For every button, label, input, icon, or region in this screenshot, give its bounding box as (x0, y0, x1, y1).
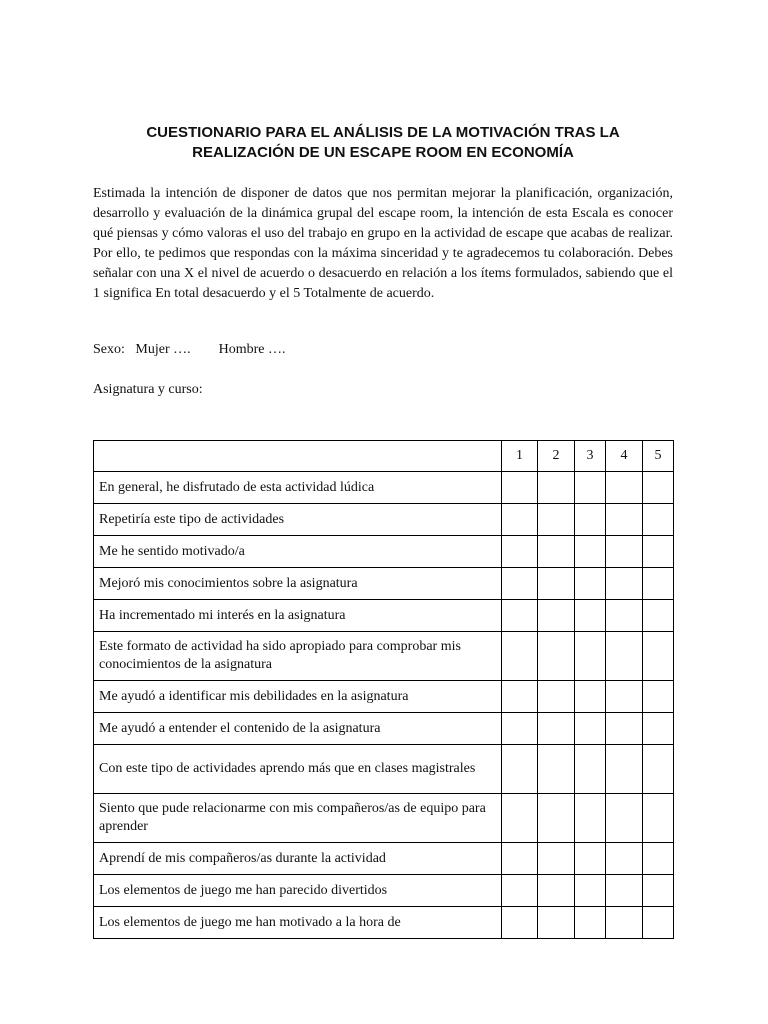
answer-cell-2[interactable] (538, 504, 575, 536)
table-row (94, 907, 674, 939)
scale-header-2: 2 (538, 441, 575, 472)
item-text: Con este tipo de actividades aprendo más que en clases magistrales (94, 745, 502, 794)
item-text: Aprendí de mis compañeros/as durante la actividad (94, 843, 502, 875)
table-row (94, 713, 674, 745)
answer-cell-2[interactable] (538, 600, 575, 632)
answer-cell-2[interactable] (538, 568, 575, 600)
answer-cell-3[interactable] (575, 632, 606, 681)
answer-cell-4[interactable] (606, 681, 643, 713)
answer-cell-5[interactable] (643, 632, 674, 681)
answer-cell-4[interactable] (606, 907, 643, 939)
answer-cell-5[interactable] (643, 713, 674, 745)
intro-paragraph: Estimada la intención de disponer de datos que nos permitan mejorar la planificación, organización, desarrollo y evaluación de la dinámica grupal del escape room, la intención de esta Escala es conocer qué piensas y cómo valoras el uso del trabajo en grupo en la actividad de escape que acabas de realizar. Por ello, te pedimos que respondas con la máxima sinceridad y te agradecemos tu colaboración. Debes señalar con una X el nivel de acuerdo o desacuerdo en relación a los ítems formulados, sabiendo que el 1 significa En total desacuerdo y el 5 Totalmente de acuerdo. (93, 186, 673, 301)
answer-cell-4[interactable] (606, 745, 643, 794)
item-text: Mejoró mis conocimientos sobre la asignatura (94, 568, 502, 600)
table-row (94, 632, 674, 681)
answer-cell-4[interactable] (606, 536, 643, 568)
answer-cell-2[interactable] (538, 632, 575, 681)
answer-cell-1[interactable] (502, 681, 538, 713)
answer-cell-1[interactable] (502, 504, 538, 536)
title-line-2: REALIZACIÓN DE UN ESCAPE ROOM EN ECONOMÍA (192, 144, 574, 161)
answer-cell-5[interactable] (643, 600, 674, 632)
sexo-line (93, 340, 673, 360)
table-row (94, 568, 674, 600)
answer-cell-5[interactable] (643, 875, 674, 907)
answer-cell-1[interactable] (502, 843, 538, 875)
item-text: Me ayudó a entender el contenido de la asignatura (94, 713, 502, 745)
scale-header-4: 4 (606, 441, 643, 472)
item-text: Siento que pude relacionarme con mis compañeros/as de equipo para aprender (94, 794, 502, 843)
answer-cell-2[interactable] (538, 681, 575, 713)
answer-cell-4[interactable] (606, 632, 643, 681)
answer-cell-5[interactable] (643, 681, 674, 713)
document-title (93, 123, 673, 163)
sexo-label: Sexo: (93, 342, 125, 357)
answer-cell-3[interactable] (575, 713, 606, 745)
answer-cell-3[interactable] (575, 843, 606, 875)
answer-cell-4[interactable] (606, 713, 643, 745)
answer-cell-1[interactable] (502, 600, 538, 632)
table-row (94, 745, 674, 794)
answer-cell-1[interactable] (502, 794, 538, 843)
title-line-1: CUESTIONARIO PARA EL ANÁLISIS DE LA MOTIVACIÓN TRAS LA (146, 124, 620, 141)
item-text: Ha incrementado mi interés en la asignatura (94, 600, 502, 632)
answer-cell-3[interactable] (575, 907, 606, 939)
answer-cell-4[interactable] (606, 472, 643, 504)
sexo-option-hombre: Hombre …. (218, 342, 286, 357)
answer-cell-5[interactable] (643, 472, 674, 504)
table-row (94, 600, 674, 632)
table-row (94, 843, 674, 875)
answer-cell-1[interactable] (502, 632, 538, 681)
answer-cell-3[interactable] (575, 794, 606, 843)
item-text: Me ayudó a identificar mis debilidades en la asignatura (94, 681, 502, 713)
answer-cell-3[interactable] (575, 745, 606, 794)
answer-cell-1[interactable] (502, 713, 538, 745)
asignatura-line: Asignatura y curso: (93, 382, 203, 397)
answer-cell-5[interactable] (643, 745, 674, 794)
answer-cell-1[interactable] (502, 568, 538, 600)
item-text: En general, he disfrutado de esta actividad lúdica (94, 472, 502, 504)
table-header-row (94, 441, 674, 472)
table-row (94, 681, 674, 713)
answer-cell-2[interactable] (538, 472, 575, 504)
header-item-cell (94, 441, 502, 472)
table-row (94, 504, 674, 536)
answer-cell-1[interactable] (502, 875, 538, 907)
answer-cell-5[interactable] (643, 536, 674, 568)
table-row (94, 794, 674, 843)
answer-cell-4[interactable] (606, 600, 643, 632)
answer-cell-3[interactable] (575, 472, 606, 504)
answer-cell-5[interactable] (643, 794, 674, 843)
answer-cell-4[interactable] (606, 568, 643, 600)
answer-cell-5[interactable] (643, 504, 674, 536)
table-row (94, 536, 674, 568)
item-text: Los elementos de juego me han parecido divertidos (94, 875, 502, 907)
answer-cell-2[interactable] (538, 843, 575, 875)
answer-cell-2[interactable] (538, 745, 575, 794)
scale-header-1: 1 (502, 441, 538, 472)
answer-cell-4[interactable] (606, 504, 643, 536)
sexo-option-mujer: Mujer …. (135, 342, 191, 357)
item-text: Este formato de actividad ha sido apropiado para comprobar mis conocimientos de la asignatura (94, 632, 502, 681)
answer-cell-2[interactable] (538, 713, 575, 745)
item-text: Me he sentido motivado/a (94, 536, 502, 568)
answer-cell-3[interactable] (575, 600, 606, 632)
answer-cell-2[interactable] (538, 536, 575, 568)
answer-cell-4[interactable] (606, 794, 643, 843)
answer-cell-3[interactable] (575, 504, 606, 536)
item-text: Repetiría este tipo de actividades (94, 504, 502, 536)
scale-header-5: 5 (643, 441, 674, 472)
answer-cell-3[interactable] (575, 681, 606, 713)
answer-cell-5[interactable] (643, 568, 674, 600)
item-text: Los elementos de juego me han motivado a la hora de (94, 907, 502, 939)
answer-cell-2[interactable] (538, 794, 575, 843)
answer-cell-4[interactable] (606, 843, 643, 875)
scale-header-3: 3 (575, 441, 606, 472)
table-row (94, 875, 674, 907)
answer-cell-1[interactable] (502, 536, 538, 568)
survey-table (93, 440, 674, 939)
answer-cell-2[interactable] (538, 875, 575, 907)
answer-cell-3[interactable] (575, 875, 606, 907)
answer-cell-5[interactable] (643, 907, 674, 939)
answer-cell-5[interactable] (643, 843, 674, 875)
table-row (94, 472, 674, 504)
answer-cell-4[interactable] (606, 875, 643, 907)
answer-cell-1[interactable] (502, 472, 538, 504)
answer-cell-3[interactable] (575, 536, 606, 568)
answer-cell-3[interactable] (575, 568, 606, 600)
answer-cell-2[interactable] (538, 907, 575, 939)
answer-cell-1[interactable] (502, 907, 538, 939)
answer-cell-1[interactable] (502, 745, 538, 794)
